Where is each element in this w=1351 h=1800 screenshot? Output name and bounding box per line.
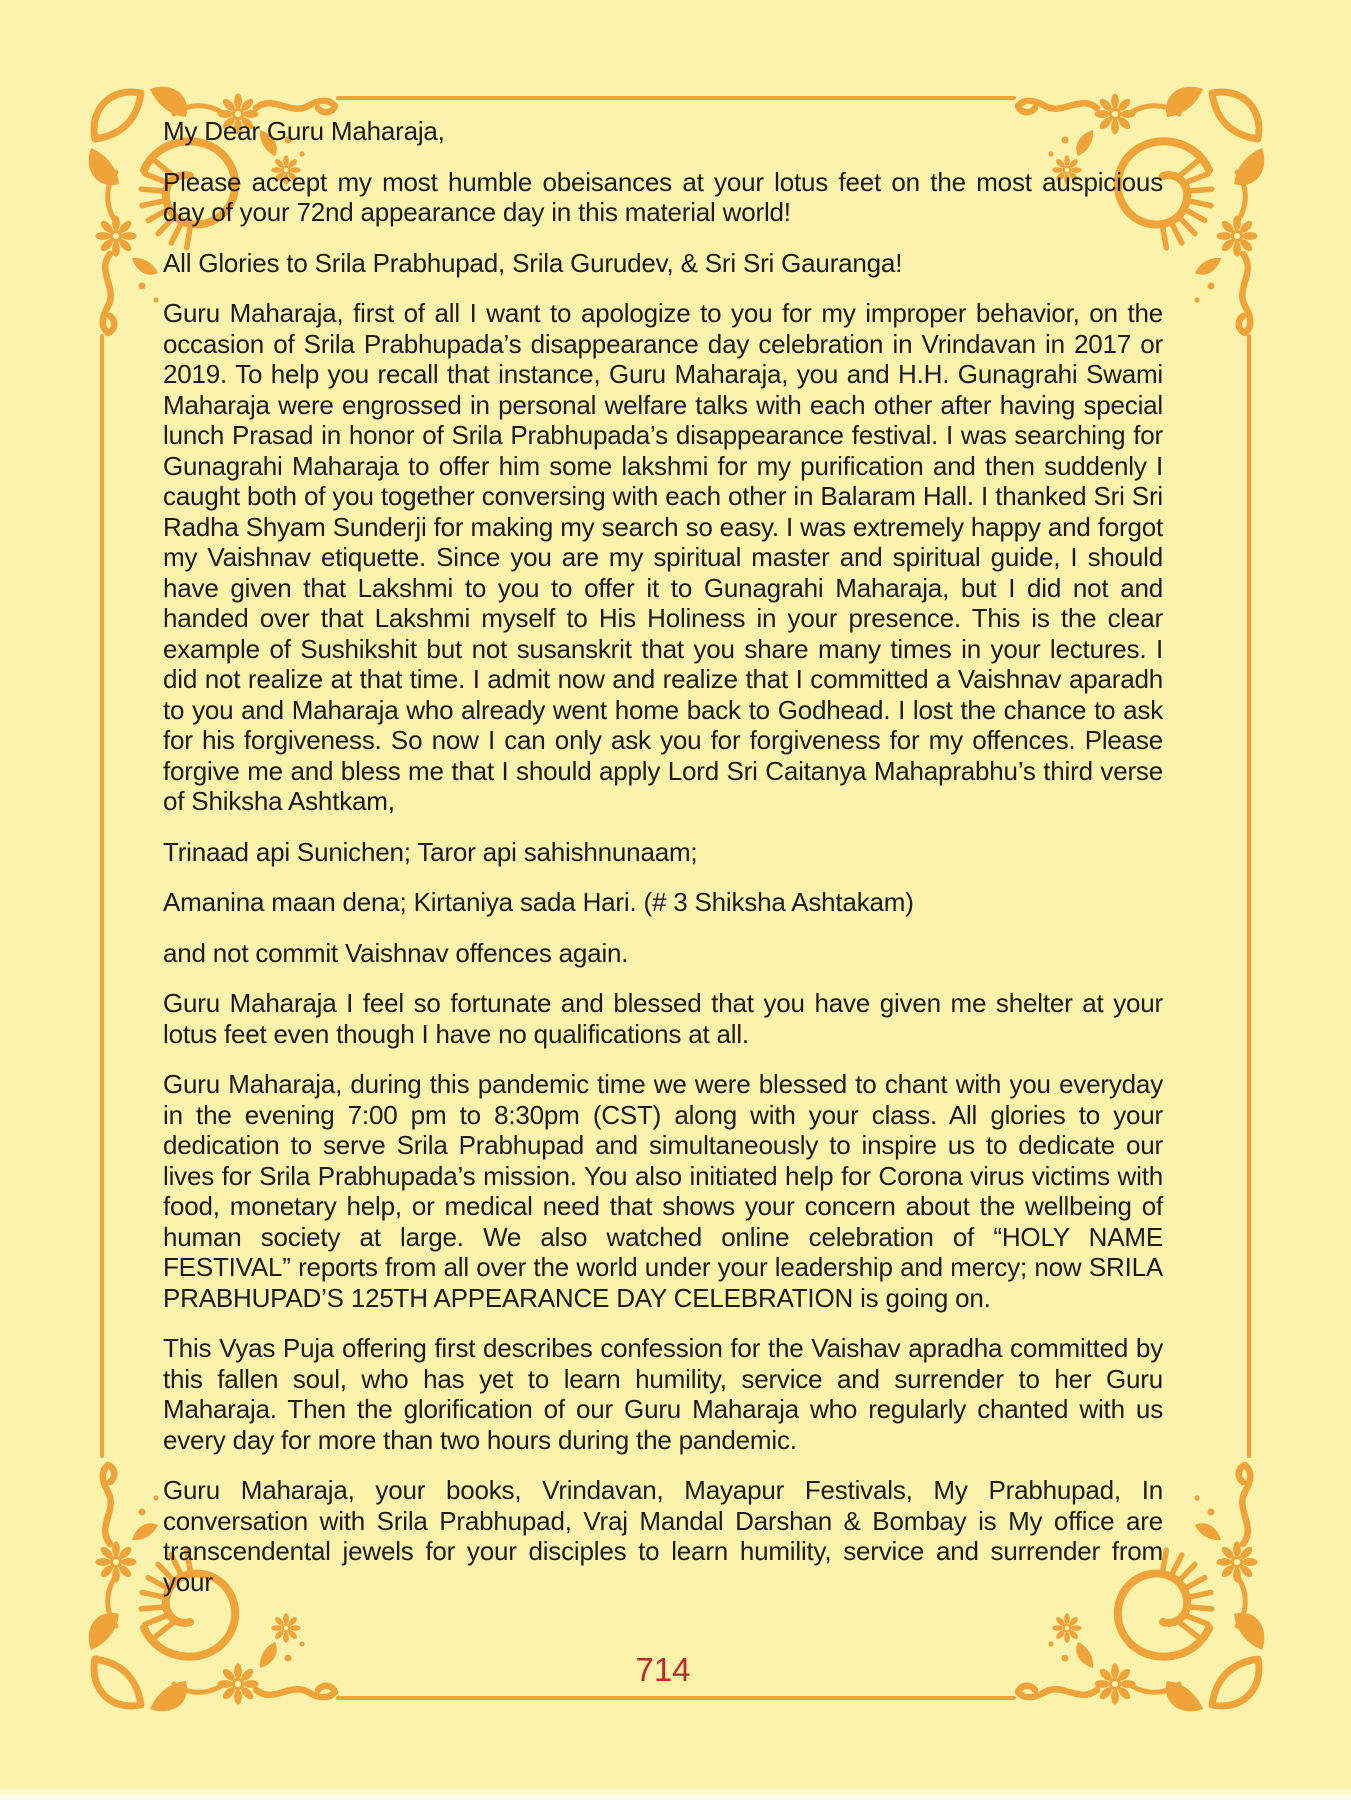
letter-paragraph-9: This Vyas Puja offering first describes confession for the Vaishav apradha committed by this fallen soul, who has yet to learn humility, service and surrender to her Guru Maharaja. Then the glorification of our Guru Maharaja who regularly chanted with us every day for more than two hours during the pandemic. (163, 1333, 1163, 1455)
letter-verse-line-2: Amanina maan dena; Kirtaniya sada Hari. (# 3 Shiksha Ashtakam) (163, 887, 914, 917)
letter-paragraph-1: Please accept my most humble obeisances at your lotus feet on the most auspicious day of your 72nd appearance day in this material world! (163, 166, 1163, 227)
letter-paragraph-10: Guru Maharaja, your books, Vrindavan, Mayapur Festivals, My Prabhupad, In conversation with Srila Prabhupad, Vraj Mandal Darshan & Bombay is My office are transcendental jewels for your disciples to learn humility, service and surrender from your (163, 1475, 1163, 1597)
letter-paragraph-6: and not commit Vaishnav offences again. (163, 937, 629, 968)
letter-greeting: My Dear Guru Maharaja, (163, 116, 445, 146)
border-rule-right (1247, 334, 1251, 1458)
letter-paragraph-2: All Glories to Srila Prabhupad, Srila Gurudev, & Sri Sri Gauranga! (163, 247, 903, 278)
letter-body (163, 116, 1163, 1617)
letter-paragraph-7: Guru Maharaja I feel so fortunate and blessed that you have given me shelter at your lotus feet even though I have no qualifications at all. (163, 988, 1163, 1049)
footer-divider-rule (336, 1696, 1016, 1700)
letter-paragraph-8: Guru Maharaja, during this pandemic time we were blessed to chant with you everyday in the evening 7:00 pm to 8:30pm (CST) along with your class. All glories to your dedication to serve Srila Prabhupad and simultaneously to inspire us to dedicate our lives for Srila Prabhupada’s mission. You also initiated help for Corona virus victims with food, monetary help, or medical need that shows your concern about the wellbeing of human society at large. We also watched online celebration of “HOLY NAME FESTIVAL” reports from all over the world under your leadership and mercy; now SRILA PRABHUPAD’S 125TH APPEARANCE DAY CELEBRATION is going on. (163, 1069, 1163, 1313)
page-number: 714 (635, 1651, 691, 1688)
border-rule-top (336, 96, 1016, 100)
letter-verse-line-1: Trinaad api Sunichen; Taror api sahishnunaam; (163, 836, 698, 867)
border-rule-left (100, 334, 104, 1458)
page-bottom-edge (0, 1786, 1351, 1800)
letter-paragraph-3: Guru Maharaja, first of all I want to apologize to you for my improper behavior, on the occasion of Srila Prabhupada’s disappearance day celebration in Vrindavan in 2017 or 2019. To help you recall that instance, Guru Maharaja, you and H.H. Gunagrahi Swami Maharaja were engrossed in personal welfare talks with each other after having special lunch Prasad in honor of Srila Prabhupada’s disappearance festival. I was searching for Gunagrahi Maharaja to offer him some lakshmi for my purification and then suddenly I caught both of you together conversing with each other in Balaram Hall. I thanked Sri Sri Radha Shyam Sunderji for making my search so easy. I was extremely happy and forgot my Vaishnav etiquette. Since you are my spiritual master and spiritual guide, I should have given that Lakshmi to you to offer it to Gunagrahi Maharaja, but I did not and handed over that Lakshmi myself to His Holiness in your presence. This is the clear example of Sushikshit but not susanskrit that you share many times in your lectures. I did not realize at that time. I admit now and realize that I committed a Vaishnav aparadh to you and Maharaja who already went home back to Godhead. I lost the chance to ask for his forgiveness. So now I can only ask you for forgiveness for my offences. Please forgive me and bless me that I should apply Lord Sri Caitanya Mahaprabhu’s third verse of Shiksha Ashtkam, (163, 298, 1163, 816)
